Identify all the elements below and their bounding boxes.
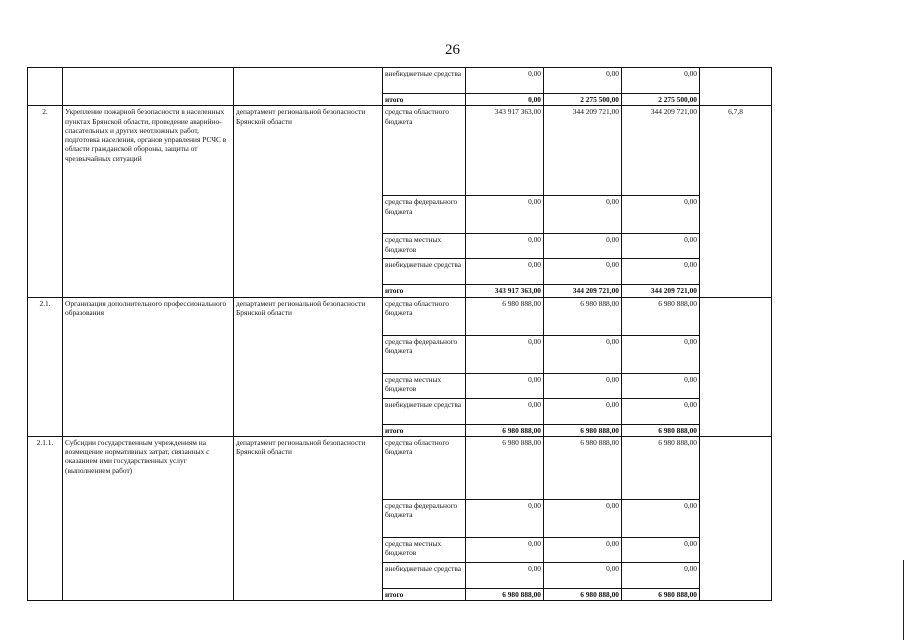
value-cell: 0,00 [544,373,622,398]
value-cell: 6 980 888,00 [544,424,622,436]
source-cell: средства областного бюджета [383,106,466,196]
source-cell: средства федерального бюджета [383,335,466,373]
source-cell: средства местных бюджетов [383,234,466,259]
source-cell: средства областного бюджета [383,297,466,335]
source-cell: итого [383,285,466,297]
value-cell: 0,00 [466,562,544,588]
value-cell: 0,00 [544,259,622,285]
source-cell: внебюджетные средства [383,259,466,285]
value-cell: 6 980 888,00 [622,297,700,335]
value-cell: 0,00 [622,373,700,398]
item-name: Субсидии государственным учреждениям на возмещение нормативных затрат, связанных с оказанием ими государственных услуг (выполнением работ) [63,436,234,600]
source-cell: итого [383,424,466,436]
value-cell: 0,00 [622,562,700,588]
scan-edge-line [903,560,904,640]
value-cell: 343 917 363,00 [466,106,544,196]
page-number: 26 [445,42,460,58]
value-cell: 2 275 500,00 [544,94,622,106]
value-cell: 0,00 [622,234,700,259]
value-cell: 6 980 888,00 [466,424,544,436]
value-cell: 0,00 [466,196,544,234]
value-cell: 0,00 [544,68,622,94]
value-cell: 0,00 [622,68,700,94]
value-cell: 0,00 [622,335,700,373]
table-row [28,297,772,335]
source-cell: средства местных бюджетов [383,373,466,398]
value-cell: 0,00 [622,259,700,285]
cont-executor-cell [234,68,383,106]
item-name: Укрепление пожарной безопасности в населенных пунктах Брянской области, проведение аварийно-спасательных и других неотложных работ, подготовка населения, органов управления РСЧС в области гражданской обороны, защиты от чрезвычайных ситуаций [63,106,234,297]
item-number: 2.1.1. [28,436,63,600]
value-cell: 344 209 721,00 [622,285,700,297]
source-cell: внебюджетные средства [383,398,466,424]
item-executor: департамент региональной безопасности Брянской области [234,297,383,436]
note-cell [700,68,772,106]
value-cell: 0,00 [466,259,544,285]
table-row [28,68,772,94]
value-cell: 6 980 888,00 [622,424,700,436]
item-executor: департамент региональной безопасности Брянской области [234,106,383,297]
value-cell: 0,00 [466,234,544,259]
item-note [700,297,772,436]
value-cell: 0,00 [466,94,544,106]
budget-table [27,67,772,601]
value-cell: 0,00 [466,335,544,373]
value-cell: 0,00 [466,373,544,398]
source-cell: итого [383,588,466,600]
value-cell: 6 980 888,00 [544,297,622,335]
source-cell: средства федерального бюджета [383,196,466,234]
value-cell: 0,00 [544,537,622,562]
source-cell: средства местных бюджетов [383,537,466,562]
value-cell: 6 980 888,00 [544,588,622,600]
source-cell: внебюджетные средства [383,562,466,588]
value-cell: 6 980 888,00 [466,588,544,600]
source-cell: итого [383,94,466,106]
value-cell: 0,00 [466,68,544,94]
value-cell: 0,00 [622,537,700,562]
value-cell: 6 980 888,00 [466,436,544,499]
value-cell: 6 980 888,00 [544,436,622,499]
item-executor: департамент региональной безопасности Брянской области [234,436,383,600]
value-cell: 0,00 [544,196,622,234]
item-number: 2. [28,106,63,297]
value-cell: 0,00 [622,398,700,424]
table-row [28,106,772,196]
value-cell: 344 209 721,00 [544,285,622,297]
value-cell: 344 209 721,00 [544,106,622,196]
value-cell: 0,00 [544,562,622,588]
value-cell: 0,00 [544,398,622,424]
value-cell: 0,00 [622,499,700,537]
value-cell: 0,00 [544,499,622,537]
item-number: 2.1. [28,297,63,436]
source-cell: средства федерального бюджета [383,499,466,537]
value-cell: 0,00 [466,398,544,424]
value-cell: 344 209 721,00 [622,106,700,196]
source-cell: средства областного бюджета [383,436,466,499]
value-cell: 343 917 363,00 [466,285,544,297]
item-name: Организация дополнительного профессионального образования [63,297,234,436]
cont-num-cell [28,68,63,106]
value-cell: 0,00 [466,499,544,537]
value-cell: 6 980 888,00 [622,588,700,600]
value-cell: 0,00 [466,537,544,562]
value-cell: 6 980 888,00 [622,436,700,499]
value-cell: 0,00 [544,335,622,373]
item-note [700,436,772,600]
value-cell: 0,00 [622,196,700,234]
value-cell: 6 980 888,00 [466,297,544,335]
value-cell: 0,00 [544,234,622,259]
item-note: 6,7,8 [700,106,772,297]
cont-name-cell [63,68,234,106]
value-cell: 2 275 500,00 [622,94,700,106]
table-row [28,436,772,499]
source-cell: внебюджетные средства [383,68,466,94]
